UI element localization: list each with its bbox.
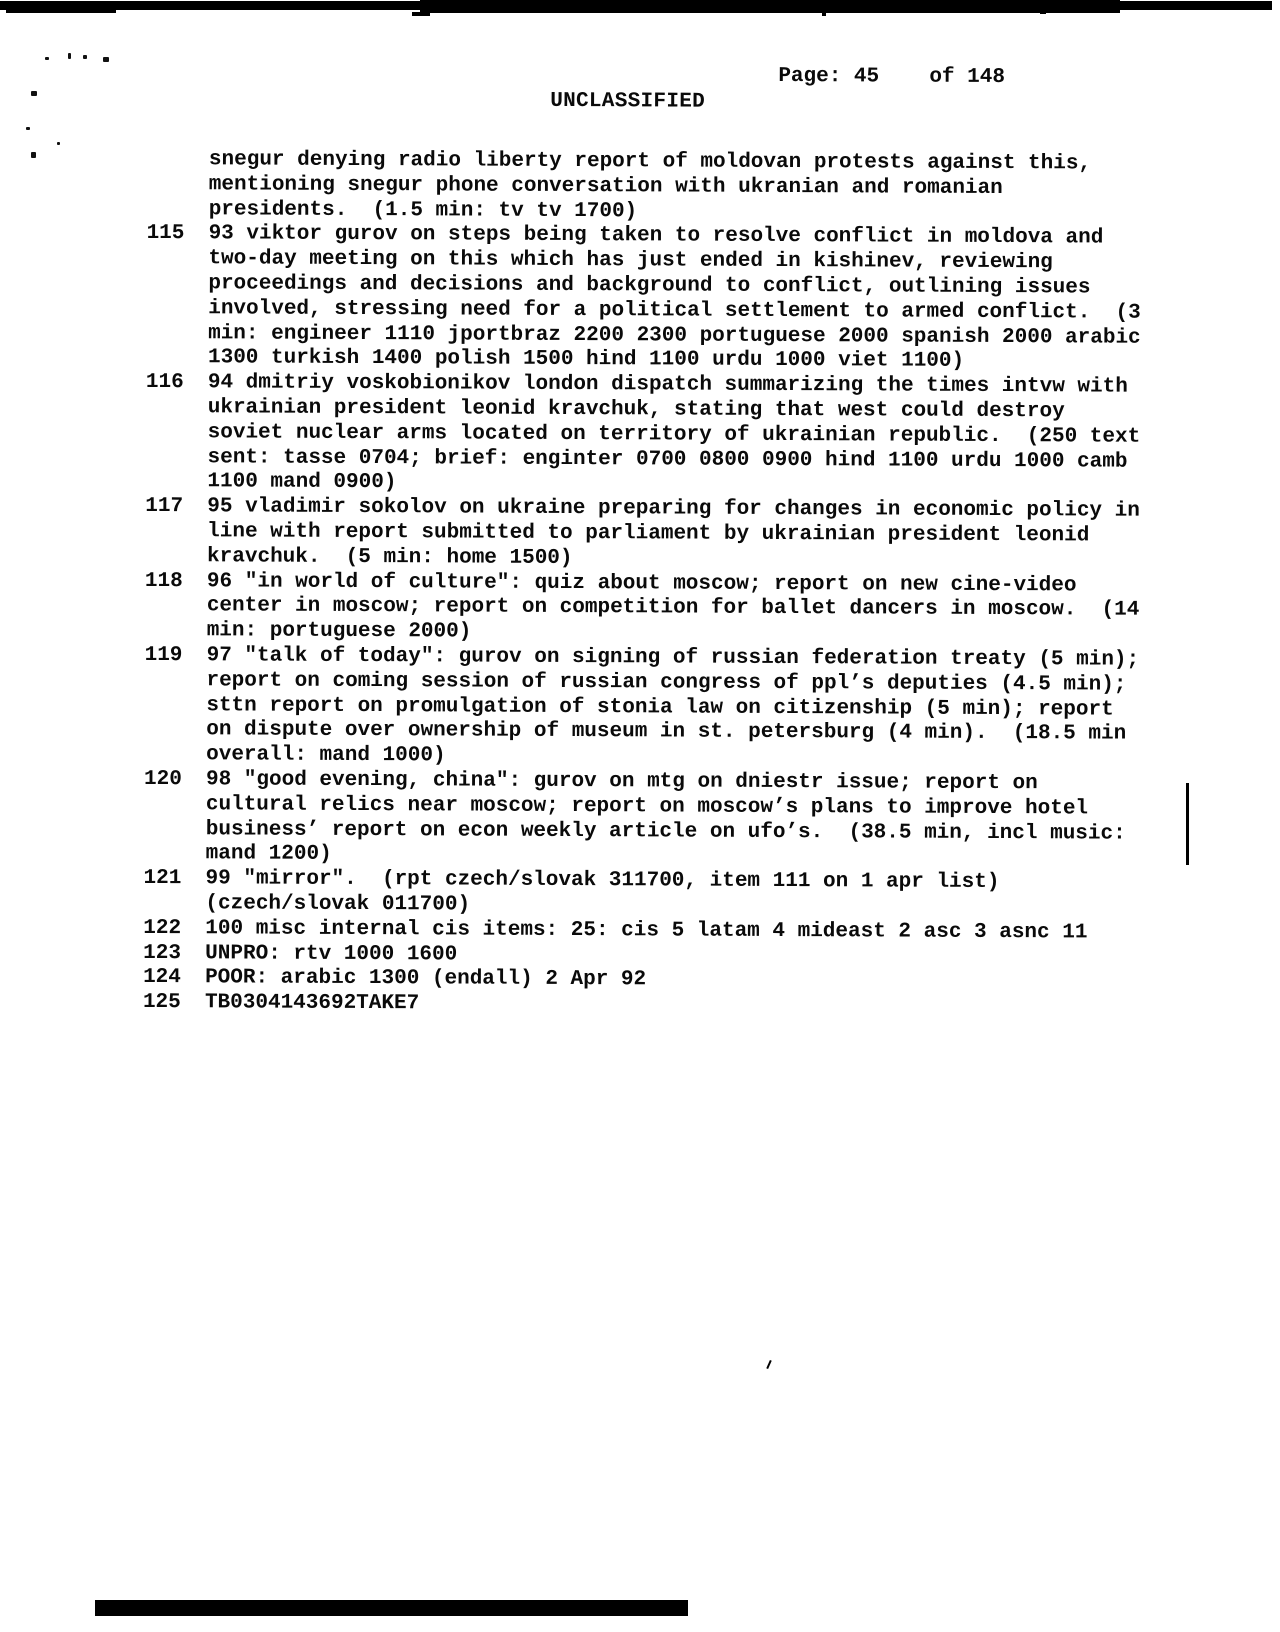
- list-item: [145, 371, 1176, 500]
- list-item: [143, 867, 1173, 921]
- item-text: 100 misc internal cis items: 25: cis 5 latam 4 mideast 2 asc 3 asnc 11: [205, 916, 1088, 945]
- item-text: UNPRO: rtv 1000 1600: [205, 941, 458, 966]
- item-number: 121: [143, 867, 182, 891]
- page-count: of 148: [929, 65, 1006, 90]
- item-number: 125: [142, 991, 181, 1015]
- item-number: 116: [145, 371, 184, 395]
- list-item: [145, 570, 1175, 649]
- item-text: 96 "in world of culture": quiz about moscow; report on new cine-video center in moscow; report on competition for ballet dancers in moscow. (14 min: portuguese 2000): [206, 569, 1140, 644]
- item-number: 118: [144, 569, 183, 593]
- list-item: [144, 644, 1175, 773]
- item-text: snegur denying radio liberty report of moldovan protests against this, mentioning snegur phone conversation with ukranian and romanian presidents. (1.5 min: tv tv 1700): [208, 148, 1092, 223]
- list-item: [145, 495, 1175, 574]
- item-text: TB0304143692TAKE7: [204, 991, 420, 1016]
- list-item: [144, 768, 1174, 872]
- item-text: 95 vladimir sokolov on ukraine preparing for changes in economic policy in line with report submitted to parliament by ukrainian president leonid kravchuk. (5 min: home 1500): [207, 495, 1140, 570]
- item-number: 117: [145, 495, 184, 519]
- item-text: 97 "talk of today": gurov on signing of russian federation treaty (5 min); report on coming session of russian congress of ppl’s deputies (4.5 min); sttn report on promulgation of stonia law on citizenship (5 min); report on dispute over ownership of museum in st. petersburg (4 min). (18.5 min overall: mand 1000): [206, 644, 1140, 768]
- list-item: [146, 222, 1177, 376]
- item-text: POOR: arabic 1300 (endall) 2 Apr 92: [205, 966, 647, 992]
- page-number: Page: 45: [778, 64, 880, 89]
- item-number: 120: [143, 767, 182, 792]
- item-text: 94 dmitriy voskobionikov london dispatch summarizing the times intvw with ukrainian president leonid kravchuk, stating that west could destroy soviet nuclear arms located on territory of ukrainian republic. (250 text sent: tasse 0704; brief: enginter 0700 0800 0900 hind 1100 urdu 1000 camb 1100 mand 0900): [207, 371, 1141, 495]
- item-number: 115: [146, 222, 185, 246]
- item-number: 124: [143, 966, 181, 990]
- list-item: [147, 148, 1177, 227]
- item-text: 98 "good evening, china": gurov on mtg on dniestr issue; report on cultural relics near moscow; report on moscow’s plans to improve hotel business’ report on econ weekly article on ufo’s. (38.5 min, incl music: mand 1200): [205, 768, 1126, 867]
- item-number: 122: [143, 916, 182, 940]
- document-body: [143, 148, 1177, 1021]
- scan-artifact-bottom-bar: [95, 1600, 688, 1616]
- item-text: 99 "mirror". (rpt czech/slovak 311700, item 111 on 1 apr list) (czech/slovak 011700): [205, 867, 1000, 917]
- classification-label: UNCLASSIFIED: [550, 89, 706, 114]
- margin-change-bar: [1186, 783, 1189, 865]
- list-item: [143, 991, 1173, 1021]
- item-text: 93 viktor gurov on steps being taken to resolve conflict in moldova and two-day meeting on this which has just ended in kishinev, reviewing proceedings and decisions and background to conflict, outlining issues involved, stressing need for a political settlement to armed conflict. (3 min: engineer 1110 jportbraz 2200 2300 portuguese 2000 spanish 2000 arabic 1300 turkish 1400 polish 1500 hind 1100 urdu 1000 viet 1100): [207, 222, 1141, 374]
- item-number: 119: [144, 643, 183, 668]
- item-number: 123: [143, 941, 182, 965]
